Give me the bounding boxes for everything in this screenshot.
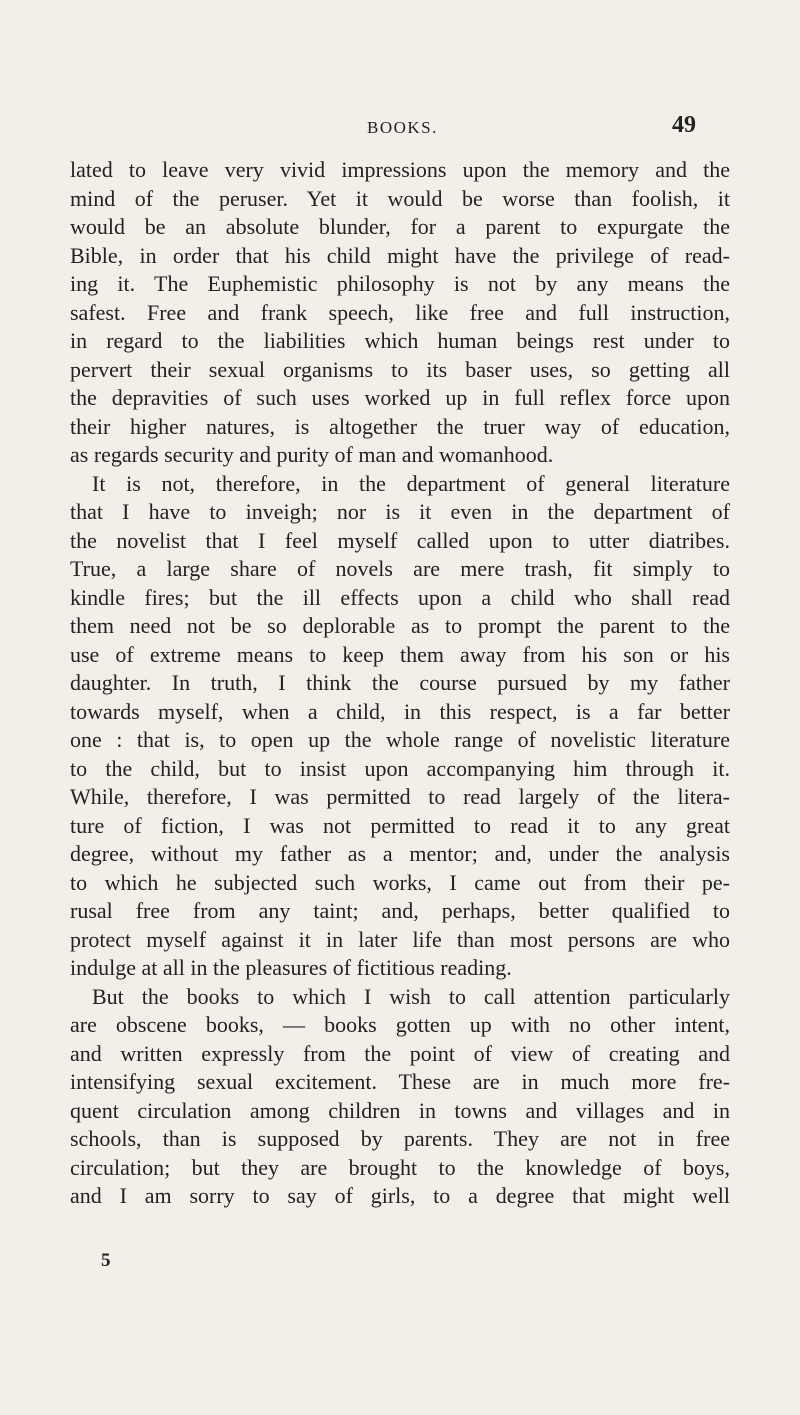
text-line: that I have to inveigh; nor is it even in the department of bbox=[70, 499, 730, 524]
text-line: use of extreme means to keep them away from his son or his bbox=[70, 641, 730, 667]
text-line: Bible, in order that his child might have the privilege of read- bbox=[70, 242, 730, 268]
text-line: towards myself, when a child, in this respect, is a far better bbox=[70, 698, 730, 724]
text-line: circulation; but they are brought to the knowledge of boys, bbox=[70, 1154, 730, 1180]
text-line: as regards security and purity of man and womanhood. bbox=[70, 442, 554, 467]
text-line: kindle fires; but the ill effects upon a child who shall read bbox=[70, 584, 730, 610]
text-line: schools, than is supposed by parents. They are not in free bbox=[70, 1126, 730, 1151]
text-line: protect myself against it in later life than most persons are who bbox=[70, 926, 730, 952]
text-line: and written expressly from the point of view of creating and bbox=[70, 1040, 730, 1066]
text-line: It is not, therefore, in the department of general literature bbox=[92, 470, 730, 496]
page-number: 49 bbox=[672, 112, 696, 138]
text-line: to the child, but to insist upon accompanying him through it. bbox=[70, 755, 730, 781]
text-line: daughter. In truth, I think the course pursued by my father bbox=[70, 670, 730, 695]
text-line: in regard to the liabilities which human beings rest under to bbox=[70, 328, 730, 353]
text-line: But the books to which I wish to call attention particularly bbox=[92, 983, 730, 1009]
text-line: the depravities of such uses worked up in full reflex force upon bbox=[70, 385, 730, 410]
text-line: one : that is, to open up the whole range of novelistic literature bbox=[70, 727, 730, 752]
paragraph-3 bbox=[70, 983, 730, 1211]
text-line: lated to leave very vivid impressions upon the memory and the bbox=[70, 157, 730, 182]
text-line: pervert their sexual organisms to its baser uses, so getting all bbox=[70, 356, 730, 382]
text-line: mind of the peruser. Yet it would be worse than foolish, it bbox=[70, 185, 730, 211]
text-line: True, a large share of novels are mere trash, fit simply to bbox=[70, 556, 730, 581]
text-line: would be an absolute blunder, for a parent to expurgate the bbox=[70, 214, 730, 239]
text-line: safest. Free and frank speech, like free and full instruction, bbox=[70, 299, 730, 325]
paragraph-1 bbox=[70, 156, 730, 470]
signature-mark: 5 bbox=[101, 1250, 111, 1271]
text-line: indulge at all in the pleasures of fictitious reading. bbox=[70, 955, 512, 980]
text-line: are obscene books, — books gotten up with no other intent, bbox=[70, 1012, 730, 1037]
paragraph-2 bbox=[70, 470, 730, 983]
body-text bbox=[70, 156, 730, 1211]
text-line: While, therefore, I was permitted to read largely of the litera- bbox=[70, 784, 730, 809]
text-line: intensifying sexual excitement. These are in much more fre- bbox=[70, 1069, 730, 1094]
running-head bbox=[0, 112, 800, 140]
text-line: degree, without my father as a mentor; and, under the analysis bbox=[70, 841, 730, 866]
text-line: quent circulation among children in towns and villages and in bbox=[70, 1097, 730, 1123]
text-line: and I am sorry to say of girls, to a degree that might well bbox=[70, 1183, 730, 1208]
text-line: ture of fiction, I was not permitted to read it to any great bbox=[70, 812, 730, 838]
text-line: rusal free from any taint; and, perhaps, better qualified to bbox=[70, 898, 730, 923]
running-title: BOOKS. bbox=[367, 118, 438, 137]
text-line: them need not be so deplorable as to prompt the parent to the bbox=[70, 613, 730, 638]
text-line: the novelist that I feel myself called upon to utter diatribes. bbox=[70, 527, 730, 553]
text-line: to which he subjected such works, I came out from their pe- bbox=[70, 869, 730, 895]
text-line: their higher natures, is altogether the truer way of education, bbox=[70, 413, 730, 439]
text-line: ing it. The Euphemistic philosophy is not by any means the bbox=[70, 271, 730, 296]
